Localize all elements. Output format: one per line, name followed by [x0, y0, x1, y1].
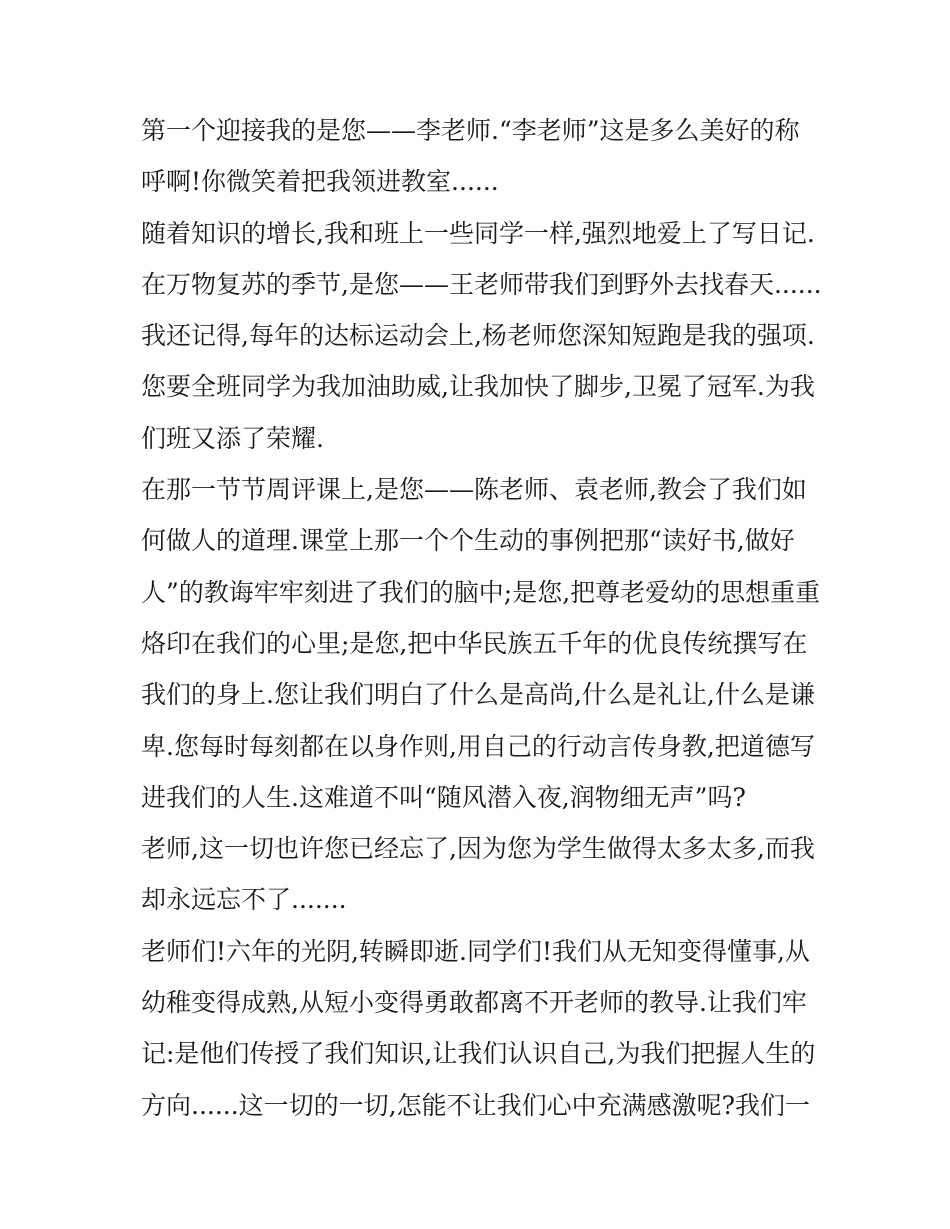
text-line: 老师,这一切也许您已经忘了,因为您为学生做得太多太多,而我: [141, 834, 815, 864]
text-line: 却永远忘不了.......: [141, 885, 347, 915]
body-text: [141, 105, 821, 1131]
text-line: 在那一节节周评课上,是您——陈老师、袁老师,教会了我们如: [141, 475, 807, 505]
text-line: 们班又添了荣耀.: [141, 423, 324, 453]
text-line: 幼稚变得成熟,从短小变得勇敢都离不开老师的教导.让我们牢: [141, 988, 807, 1018]
text-line: 卑.您每时每刻都在以身作则,用自己的行动言传身教,把道德写: [141, 731, 815, 761]
text-line: 随着知识的增长,我和班上一些同学一样,强烈地爱上了写日记.: [141, 218, 815, 248]
text-line: 呼啊!你微笑着把我领进教室......: [141, 167, 499, 197]
text-line: 我们的身上.您让我们明白了什么是高尚,什么是礼让,什么是谦: [141, 680, 815, 710]
text-line: 您要全班同学为我加油助威,让我加快了脚步,卫冕了冠军.为我: [141, 372, 815, 402]
text-line: 方向......这一切的一切,怎能不让我们心中充满感激呢?我们一: [141, 1090, 811, 1120]
text-line: 我还记得,每年的达标运动会上,杨老师您深知短跑是我的强项.: [141, 321, 815, 351]
text-line: 烙印在我们的心里;是您,把中华民族五千年的优良传统撰写在: [141, 628, 808, 658]
text-line: 记:是他们传授了我们知识,让我们认识自己,为我们把握人生的: [141, 1039, 816, 1069]
text-line: 老师们!六年的光阴,转瞬即逝.同学们!我们从无知变得懂事,从: [141, 936, 810, 966]
text-line: 何做人的道理.课堂上那一个个生动的事例把那“读好书,做好: [141, 526, 795, 556]
text-line: 第一个迎接我的是您——李老师.“李老师”这是多么美好的称: [141, 116, 800, 145]
text-line: 在万物复苏的季节,是您——王老师带我们到野外去找春天......: [141, 269, 822, 299]
text-line: 进我们的人生.这难道不叫“随风潜入夜,润物细无声”吗?: [141, 782, 746, 812]
text-line: 人”的教诲牢牢刻进了我们的脑中;是您,把尊老爱幼的思想重重: [141, 577, 821, 607]
